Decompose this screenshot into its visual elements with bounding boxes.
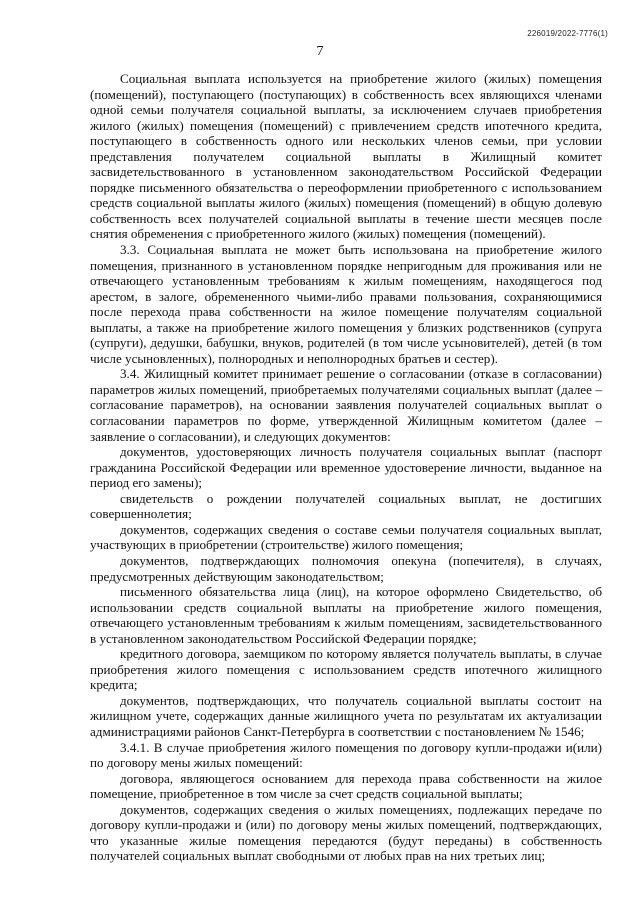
paragraph: свидетельств о рождении получателей социальных выплат, не достигших совершеннолетия;	[90, 490, 602, 522]
document-id: 226019/2022-7776(1)	[527, 29, 608, 38]
paragraph: 3.4. Жилищный комитет принимает решение о согласовании (отказе в согласовании) параметров жилых помещений, приобретаемых получателями социальных выплат (далее – согласование параметров), на основании заявления получателей социальных выплат о согласовании параметров по форме, утвержденной Жилищным комитетом (далее – заявление о согласовании), и следующих документов:	[90, 366, 602, 444]
paragraph: 3.3. Социальная выплата не может быть использована на приобретение жилого помещения, признанного в установленном порядке непригодным для проживания или не отвечающего установленным требованиям к жилым помещениям, находящегося под арестом, в залоге, обремененного чьими-либо правами пользования, сохраняющимися после перехода права собственности на жилое помещение получателям социальной выплаты, а также на приобретение жилого помещения у близких родственников (супруга (супруги), дедушки, бабушки, внуков, родителей (в том числе усыновителей), детей (в том числе усыновленных), полнородных и неполнородных братьев и сестер).	[90, 242, 602, 366]
paragraph: письменного обязательства лица (лиц), на которое оформлено Свидетельство, об использовании средств социальной выплаты на приобретение жилого помещения, отвечающего установленным требованиям к жилым помещениям, засвидетельствованного в установленном законодательством Российской Федерации порядке;	[90, 584, 602, 646]
paragraph: кредитного договора, заемщиком по которому является получатель выплаты, в случае приобретения жилого помещения с использованием средств ипотечного жилищного кредита;	[90, 646, 602, 693]
paragraph: документов, подтверждающих, что получатель социальной выплаты состоит на жилищном учете, содержащих данные жилищного учета по результатам их актуализации администрациями районов Санкт-Петербурга в соответствии с постановлением № 1546;	[90, 692, 602, 739]
paragraph: документов, удостоверяющих личность получателя социальных выплат (паспорт гражданина Российской Федерации или временное удостоверение личности, выданное на период его замены);	[90, 444, 602, 491]
paragraph: документов, содержащих сведения о жилых помещениях, подлежащих передаче по договору купли-продажи и (или) по договору мены жилых помещений, подтверждающих, что указанные жилые помещения передаются (будут переданы) в собственность получателей социальных выплат свободными от любых прав на них третьих лиц;	[90, 801, 602, 864]
paragraph: документов, подтверждающих полномочия опекуна (попечителя), в случаях, предусмотренных действующим законодательством;	[90, 552, 602, 584]
paragraph: Социальная выплата используется на приобретение жилого (жилых) помещения (помещений), поступающего (поступающих) в собственность всех являющихся членами одной семьи получателя социальной выплаты, за исключением случаев приобретения жилого (жилых) помещения (помещений) с привлечением средств ипотечного кредита, поступающего в собственность одного или нескольких членов семьи, при условии представления получателем социальной выплаты в Жилищный комитет засвидетельствованного в установленном законодательством Российской Федерации порядке письменного обязательства о переоформлении приобретенного с использованием средств социальной выплаты жилого (жилых) помещения (помещений) в общую долевую собственность всех получателей социальной выплаты в течение шести месяцев после снятия обременения с приобретенного жилого (жилых) помещения (помещений).	[90, 71, 602, 242]
paragraph: договора, являющегося основанием для перехода права собственности на жилое помещение, приобретенное в том числе за счет средств социальной выплаты;	[90, 770, 602, 802]
paragraph: 3.4.1. В случае приобретения жилого помещения по договору купли-продажи и(или) по договору мены жилых помещений:	[90, 739, 602, 771]
paragraph: документов, содержащих сведения о составе семьи получателя социальных выплат, участвующих в приобретении (строительстве) жилого помещения;	[90, 521, 602, 553]
page-number: 7	[316, 44, 324, 59]
document-body	[90, 71, 602, 864]
